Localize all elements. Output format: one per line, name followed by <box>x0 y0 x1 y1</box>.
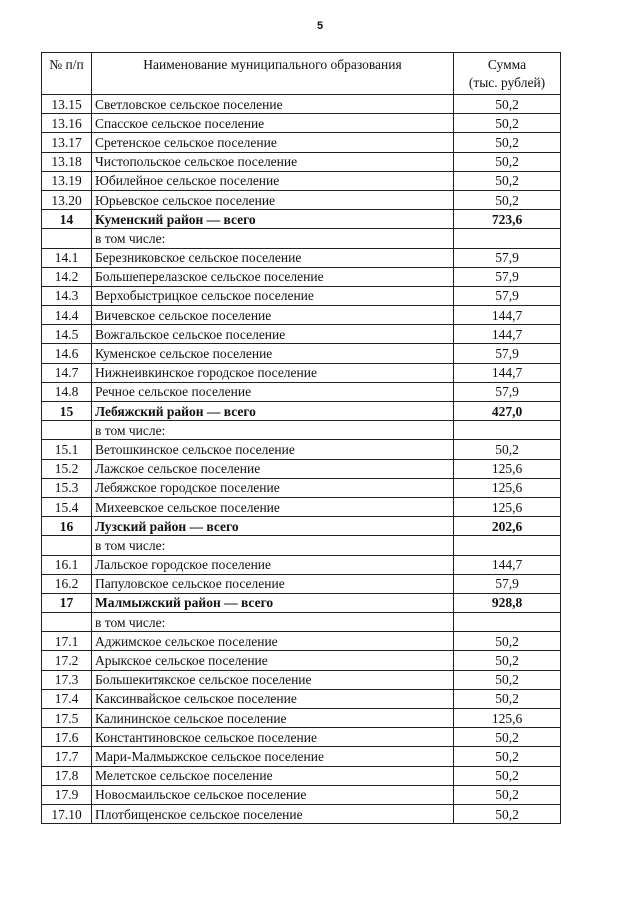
table-row-district-total <box>42 593 561 612</box>
header-number: № п/п <box>42 53 92 95</box>
row-sum: 50,2 <box>454 190 561 209</box>
row-municipality-name: Плотбищенское сельское поселение <box>92 804 454 823</box>
table-row <box>42 766 561 785</box>
table-body <box>42 95 561 824</box>
row-sum: 50,2 <box>454 670 561 689</box>
row-number <box>42 421 92 440</box>
row-municipality-name: Лузский район — всего <box>92 517 454 536</box>
table-row <box>42 689 561 708</box>
row-sum <box>454 536 561 555</box>
row-number: 16.2 <box>42 574 92 593</box>
table-row <box>42 747 561 766</box>
row-sum: 57,9 <box>454 267 561 286</box>
row-municipality-name: Куменский район — всего <box>92 210 454 229</box>
table-row-district-total <box>42 517 561 536</box>
row-municipality-name: в том числе: <box>92 536 454 555</box>
table-row <box>42 440 561 459</box>
row-number: 13.20 <box>42 190 92 209</box>
row-municipality-name: в том числе: <box>92 421 454 440</box>
row-municipality-name: Каксинвайское сельское поселение <box>92 689 454 708</box>
row-number: 13.19 <box>42 171 92 190</box>
table-row <box>42 497 561 516</box>
table-row <box>42 248 561 267</box>
row-number: 13.16 <box>42 114 92 133</box>
row-number: 15 <box>42 402 92 421</box>
row-municipality-name: Чистопольское сельское поселение <box>92 152 454 171</box>
table-row <box>42 114 561 133</box>
row-number <box>42 613 92 632</box>
row-number: 14.1 <box>42 248 92 267</box>
row-municipality-name: Малмыжский район — всего <box>92 593 454 612</box>
row-municipality-name: Мелетское сельское поселение <box>92 766 454 785</box>
row-sum: 50,2 <box>454 171 561 190</box>
table-row <box>42 651 561 670</box>
row-number: 13.15 <box>42 95 92 114</box>
table-row <box>42 536 561 555</box>
row-number: 17.2 <box>42 651 92 670</box>
row-number: 14.2 <box>42 267 92 286</box>
row-sum: 125,6 <box>454 497 561 516</box>
row-number: 14.6 <box>42 344 92 363</box>
header-sum-unit: (тыс. рублей) <box>468 75 546 90</box>
municipal-funding-table <box>41 52 561 824</box>
row-number: 15.2 <box>42 459 92 478</box>
row-sum: 50,2 <box>454 95 561 114</box>
row-sum: 125,6 <box>454 459 561 478</box>
row-sum: 50,2 <box>454 632 561 651</box>
header-municipality-name-text: Наименование муниципального образования <box>143 57 402 72</box>
row-number: 13.17 <box>42 133 92 152</box>
row-municipality-name: Аджимское сельское поселение <box>92 632 454 651</box>
row-number: 17.4 <box>42 689 92 708</box>
row-municipality-name: Верхобыстрицкое сельское поселение <box>92 286 454 305</box>
row-municipality-name: Папуловское сельское поселение <box>92 574 454 593</box>
table-row <box>42 286 561 305</box>
row-sum: 50,2 <box>454 152 561 171</box>
row-sum: 144,7 <box>454 306 561 325</box>
row-number: 17.9 <box>42 785 92 804</box>
row-sum: 144,7 <box>454 325 561 344</box>
table-row <box>42 785 561 804</box>
table-row <box>42 325 561 344</box>
row-number: 14 <box>42 210 92 229</box>
row-sum: 57,9 <box>454 344 561 363</box>
row-number: 17.6 <box>42 728 92 747</box>
row-sum: 125,6 <box>454 709 561 728</box>
row-sum: 50,2 <box>454 785 561 804</box>
row-number <box>42 229 92 248</box>
row-sum: 50,2 <box>454 133 561 152</box>
table-row <box>42 478 561 497</box>
row-sum: 50,2 <box>454 440 561 459</box>
row-sum: 57,9 <box>454 248 561 267</box>
row-municipality-name: Юбилейное сельское поселение <box>92 171 454 190</box>
row-municipality-name: Лебяжское городское поселение <box>92 478 454 497</box>
table-row <box>42 670 561 689</box>
row-sum: 144,7 <box>454 363 561 382</box>
table-row <box>42 133 561 152</box>
row-municipality-name: Большекитякское сельское поселение <box>92 670 454 689</box>
row-municipality-name: Куменское сельское поселение <box>92 344 454 363</box>
row-municipality-name: Новосмаильское сельское поселение <box>92 785 454 804</box>
row-number: 17.3 <box>42 670 92 689</box>
header-sum-label: Сумма <box>487 57 527 72</box>
row-municipality-name: Лальское городское поселение <box>92 555 454 574</box>
row-number: 15.4 <box>42 497 92 516</box>
row-number: 14.3 <box>42 286 92 305</box>
row-sum: 125,6 <box>454 478 561 497</box>
table-row <box>42 267 561 286</box>
table-row <box>42 229 561 248</box>
row-number: 13.18 <box>42 152 92 171</box>
row-sum: 50,2 <box>454 728 561 747</box>
table-row <box>42 190 561 209</box>
row-municipality-name: Большеперелазское сельское поселение <box>92 267 454 286</box>
header-municipality-name <box>92 53 454 95</box>
row-sum: 427,0 <box>454 402 561 421</box>
table-row <box>42 574 561 593</box>
table-row-district-total <box>42 210 561 229</box>
row-number: 17 <box>42 593 92 612</box>
row-sum: 57,9 <box>454 574 561 593</box>
row-number: 15.3 <box>42 478 92 497</box>
row-number: 17.5 <box>42 709 92 728</box>
row-number: 14.7 <box>42 363 92 382</box>
row-municipality-name: Вичевское сельское поселение <box>92 306 454 325</box>
row-number: 16 <box>42 517 92 536</box>
table-row <box>42 459 561 478</box>
row-municipality-name: Михеевское сельское поселение <box>92 497 454 516</box>
row-municipality-name: Константиновское сельское поселение <box>92 728 454 747</box>
row-number <box>42 536 92 555</box>
table-row <box>42 95 561 114</box>
table-row <box>42 613 561 632</box>
table-row <box>42 382 561 401</box>
table-row <box>42 152 561 171</box>
row-municipality-name: Ветошкинское сельское поселение <box>92 440 454 459</box>
row-municipality-name: Нижнеивкинское городское поселение <box>92 363 454 382</box>
row-sum: 57,9 <box>454 286 561 305</box>
row-municipality-name: в том числе: <box>92 613 454 632</box>
row-sum <box>454 421 561 440</box>
row-number: 15.1 <box>42 440 92 459</box>
row-sum: 144,7 <box>454 555 561 574</box>
row-sum: 50,2 <box>454 747 561 766</box>
row-number: 17.8 <box>42 766 92 785</box>
table-row-district-total <box>42 402 561 421</box>
row-municipality-name: Светловское сельское поселение <box>92 95 454 114</box>
table-row <box>42 632 561 651</box>
table-row <box>42 171 561 190</box>
row-municipality-name: Мари-Малмыжское сельское поселение <box>92 747 454 766</box>
table-row <box>42 344 561 363</box>
row-number: 14.8 <box>42 382 92 401</box>
header-sum <box>454 53 561 95</box>
table-row <box>42 306 561 325</box>
row-municipality-name: Калининское сельское поселение <box>92 709 454 728</box>
row-sum: 723,6 <box>454 210 561 229</box>
row-number: 14.4 <box>42 306 92 325</box>
row-municipality-name: Вожгальское сельское поселение <box>92 325 454 344</box>
table-row <box>42 728 561 747</box>
row-municipality-name: Спасское сельское поселение <box>92 114 454 133</box>
row-number: 16.1 <box>42 555 92 574</box>
row-number: 17.1 <box>42 632 92 651</box>
row-municipality-name: Сретенское сельское поселение <box>92 133 454 152</box>
row-sum: 50,2 <box>454 766 561 785</box>
row-sum <box>454 229 561 248</box>
row-municipality-name: Лажское сельское поселение <box>92 459 454 478</box>
row-municipality-name: в том числе: <box>92 229 454 248</box>
row-sum: 928,8 <box>454 593 561 612</box>
row-number: 17.10 <box>42 804 92 823</box>
row-municipality-name: Лебяжский район — всего <box>92 402 454 421</box>
row-sum: 57,9 <box>454 382 561 401</box>
row-sum: 202,6 <box>454 517 561 536</box>
row-number: 17.7 <box>42 747 92 766</box>
row-sum <box>454 613 561 632</box>
row-municipality-name: Арыкское сельское поселение <box>92 651 454 670</box>
table-row <box>42 421 561 440</box>
row-sum: 50,2 <box>454 651 561 670</box>
table-row <box>42 555 561 574</box>
row-sum: 50,2 <box>454 114 561 133</box>
page-number: 5 <box>316 20 324 32</box>
table-row <box>42 709 561 728</box>
row-municipality-name: Речное сельское поселение <box>92 382 454 401</box>
table-header-row <box>42 53 561 95</box>
row-number: 14.5 <box>42 325 92 344</box>
row-sum: 50,2 <box>454 804 561 823</box>
row-sum: 50,2 <box>454 689 561 708</box>
table-row <box>42 363 561 382</box>
table-row <box>42 804 561 823</box>
row-municipality-name: Юрьевское сельское поселение <box>92 190 454 209</box>
row-municipality-name: Березниковское сельское поселение <box>92 248 454 267</box>
